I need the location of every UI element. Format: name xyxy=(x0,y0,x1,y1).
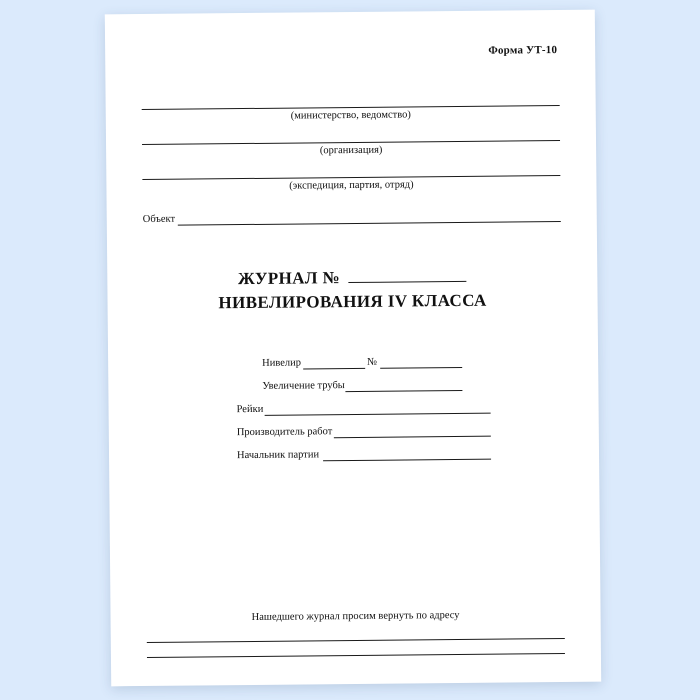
object-field xyxy=(143,210,561,226)
document-title xyxy=(143,264,561,315)
return-address-write-line-2[interactable] xyxy=(147,641,565,658)
title-line-2: НИВЕЛИРОВАНИЯ IV КЛАССА xyxy=(218,290,487,313)
organization-fields xyxy=(142,92,561,200)
party-chief-write-line[interactable] xyxy=(323,448,491,462)
level-instrument-number-label: № xyxy=(366,356,378,368)
journal-number-write-line[interactable] xyxy=(349,265,467,283)
form-code: Форма УТ-10 xyxy=(488,44,558,57)
level-instrument-field xyxy=(144,355,562,371)
document-page xyxy=(105,10,601,687)
equipment-fields xyxy=(144,355,563,463)
expedition-caption: (экспедиция, партия, отряд) xyxy=(289,179,414,192)
works-producer-write-line[interactable] xyxy=(333,425,491,439)
level-instrument-write-line[interactable] xyxy=(303,357,365,370)
ministry-caption: (министерство, ведомство) xyxy=(290,109,411,122)
expedition-field xyxy=(142,162,560,200)
ministry-field xyxy=(142,92,560,130)
works-producer-label: Производитель работ xyxy=(236,426,333,439)
works-producer-field xyxy=(145,424,563,440)
return-address-write-line-1[interactable] xyxy=(147,626,565,643)
return-address-caption: Нашедшего журнал просим вернуть по адресу xyxy=(251,609,460,623)
organization-field xyxy=(142,127,560,165)
staffs-field xyxy=(145,401,563,417)
document-sheet xyxy=(105,10,601,687)
telescope-magnification-field xyxy=(144,378,562,394)
telescope-magnification-write-line[interactable] xyxy=(346,379,463,392)
title-line-1: ЖУРНАЛ № xyxy=(237,268,345,289)
level-instrument-label: Нивелир xyxy=(262,357,302,369)
organization-caption: (организация) xyxy=(319,144,383,157)
staffs-write-line[interactable] xyxy=(264,402,490,416)
title-line-1-row xyxy=(143,264,561,291)
party-chief-field xyxy=(145,447,563,463)
level-instrument-number-write-line[interactable] xyxy=(380,356,462,369)
party-chief-label: Начальник партии xyxy=(236,449,320,462)
return-address-block xyxy=(147,608,565,658)
object-label: Объект xyxy=(142,213,176,226)
telescope-magnification-label: Увеличение трубы xyxy=(262,380,345,392)
object-write-line[interactable] xyxy=(178,210,561,226)
staffs-label: Рейки xyxy=(236,403,264,416)
